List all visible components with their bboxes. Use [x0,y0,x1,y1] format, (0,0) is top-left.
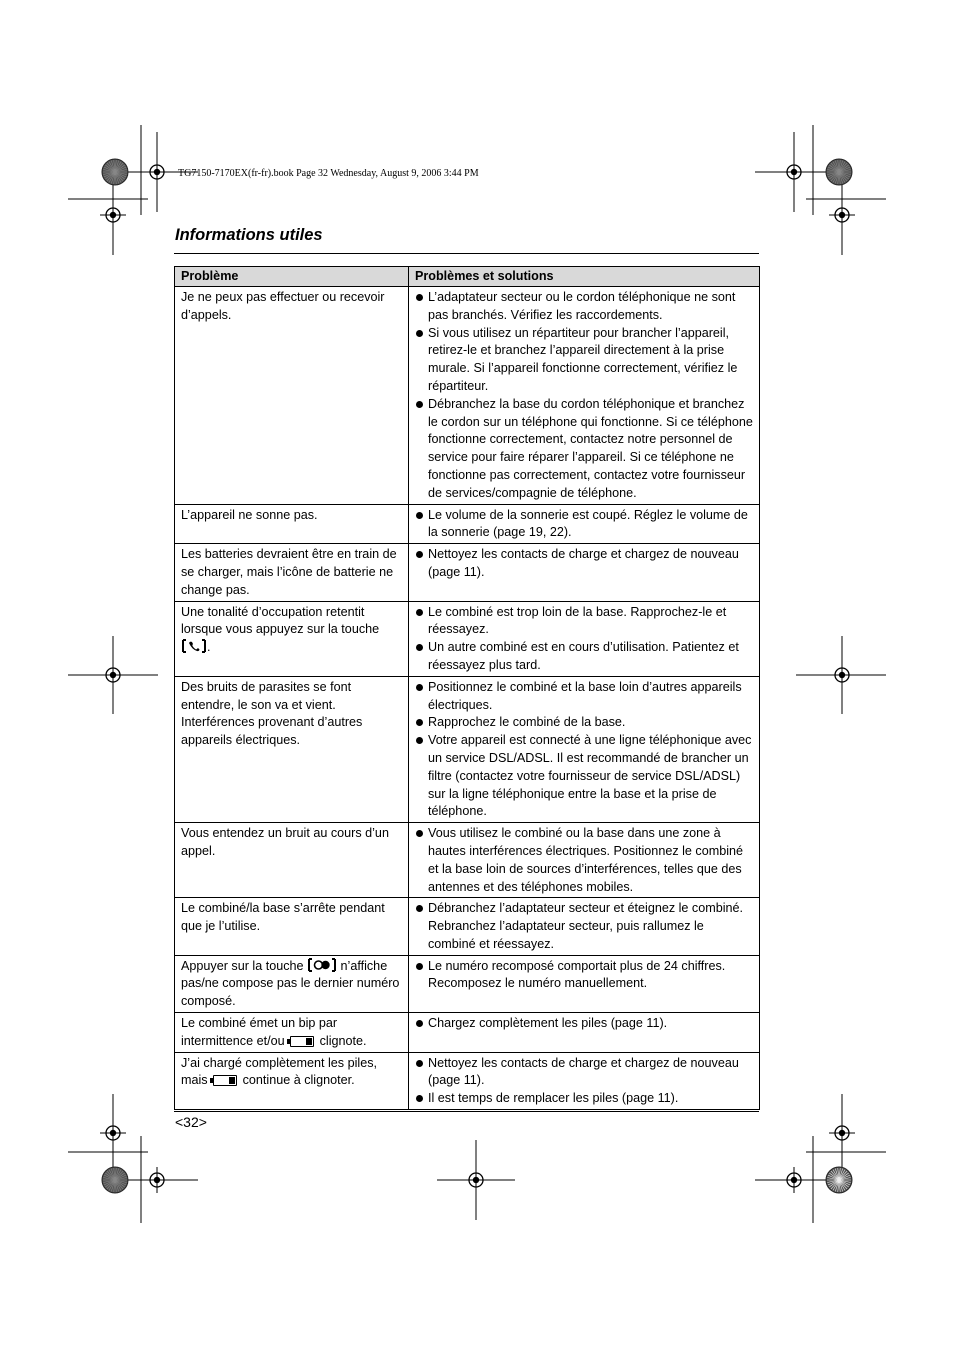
section-title: Informations utiles [175,226,323,244]
solutions-list [415,679,753,821]
battery-icon [213,1075,237,1086]
table-row [175,1013,760,1053]
solution-item: Vous utilisez le combiné ou la base dans une zone à hautes interférences électriques. Positionnez le combiné et la base loin de sources d’interférences, telles que des antennes et des téléphones mobiles. [415,825,753,896]
problem-cell [175,676,409,822]
problem-text: Je ne peux pas effectuer ou recevoir d’appels. [181,290,385,322]
solution-item: Débranchez la base du cordon téléphonique et branchez le cordon sur un téléphone qui fonctionne. Si ce téléphone fonctionne correctement, contactez notre personnel de service pour faire réparer l’appareil. Si ce téléphone ne fonctionne pas correctement, contactez votre fournisseur de services/compagnie de téléphone. [415,396,753,503]
solutions-list [415,604,753,675]
table-row [175,504,760,544]
solution-item: Votre appareil est connecté à une ligne téléphonique avec un service DSL/ADSL. Il est recommandé de brancher un filtre (contactez votre fournisseur de service DSL/ADSL) sur la ligne téléphonique entre la base et la prise de téléphone. [415,732,753,821]
solutions-cell [409,504,760,544]
talk-key-icon [182,639,206,655]
problem-text: Une tonalité d’occupation retentit lorsque vous appuyez sur la touche [181,604,380,637]
problem-cell [175,1013,409,1053]
table-row [175,955,760,1012]
column-header-solutions: Problèmes et solutions [409,267,760,287]
file-header-line: TG7150-7170EX(fr-fr).book Page 32 Wednesday, August 9, 2006 3:44 PM [178,168,479,179]
problem-cell [175,823,409,898]
problem-text: Le combiné/la base s’arrête pendant que je l’utilise. [181,901,385,934]
solution-item: Chargez complètement les piles (page 11). [415,1015,753,1033]
solution-item: Positionnez le combiné et la base loin d’autres appareils électriques. [415,679,753,715]
solution-item: Si vous utilisez un répartiteur pour brancher l’appareil, retirez-le et branchez l’appareil directement à la prise murale. Si l’appareil fonctionne correctement, vérifiez le répartiteur. [415,325,753,396]
battery-icon [290,1036,314,1047]
solution-item: Le volume de la sonnerie est coupé. Réglez le volume de la sonnerie (page 19, 22). [415,507,753,543]
table-row [175,823,760,898]
problem-cell [175,955,409,1012]
solutions-cell [409,601,760,676]
table-row [175,676,760,822]
solution-item: Le combiné est trop loin de la base. Rapprochez-le et réessayez. [415,604,753,640]
problem-text: n’affiche pas/ne compose pas le dernier numéro composé. [181,958,400,1009]
problem-cell [175,544,409,601]
table-row [175,898,760,955]
solutions-cell [409,544,760,601]
problem-text: Appuyer sur la touche [181,958,304,973]
table-header-row [175,267,760,287]
solutions-list [415,900,753,953]
solutions-cell [409,898,760,955]
problem-text: Des bruits de parasites se font entendre, le son va et vient. Interférences provenant d’autres appareils électriques. [181,679,363,748]
solutions-list [415,1015,753,1033]
solution-item: Nettoyez les contacts de charge et chargez de nouveau (page 11). [415,546,753,582]
problem-text: J’ai chargé complètement les piles, mais [181,1055,377,1088]
solution-item: Le numéro recomposé comportait plus de 24 chiffres. Recomposez le numéro manuellement. [415,958,753,994]
solution-item: Débranchez l’adaptateur secteur et éteignez le combiné. Rebranchez l’adaptateur secteur, puis rallumez le combiné et réessayez. [415,900,753,953]
column-header-problem: Problème [175,267,409,287]
problem-text: L’appareil ne sonne pas. [181,507,318,522]
problem-cell [175,898,409,955]
solutions-cell [409,1052,760,1109]
page-number: <32> [175,1114,207,1130]
redial-key-icon [308,958,336,974]
solutions-list [415,507,753,543]
problem-text: Le combiné émet un bip par intermittence et/ou [181,1016,338,1048]
problem-text: Les batteries devraient être en train de se charger, mais l’icône de batterie ne change pas. [181,547,397,597]
problem-cell [175,601,409,676]
solution-item: Rapprochez le combiné de la base. [415,714,753,732]
problem-cell [175,1052,409,1109]
problem-text: clignote. [319,1033,367,1048]
solution-item: Un autre combiné est en cours d’utilisation. Patientez et réessayez plus tard. [415,639,753,675]
troubleshooting-table [174,266,760,1110]
solutions-cell [409,955,760,1012]
table-row [175,544,760,601]
solutions-cell [409,676,760,822]
solutions-cell [409,823,760,898]
solution-item: Il est temps de remplacer les piles (page 11). [415,1090,753,1108]
table-row [175,1052,760,1109]
solutions-list [415,825,753,896]
solutions-cell [409,1013,760,1053]
table-row [175,287,760,505]
solutions-list [415,546,753,582]
solution-item: L’adaptateur secteur ou le cordon téléphonique ne sont pas branchés. Vérifiez les raccordements. [415,289,753,325]
solution-item: Nettoyez les contacts de charge et chargez de nouveau (page 11). [415,1055,753,1091]
solutions-cell [409,287,760,505]
problem-text: continue à clignoter. [242,1073,355,1088]
problem-text: Vous entendez un bruit au cours d’un appel. [181,826,389,858]
solutions-list [415,289,753,503]
solutions-list [415,1055,753,1108]
title-rule [174,253,759,254]
footer-rule [174,1111,759,1112]
problem-cell [175,287,409,505]
problem-cell [175,504,409,544]
solutions-list [415,958,753,994]
problem-text: . [207,640,211,655]
table-row [175,601,760,676]
